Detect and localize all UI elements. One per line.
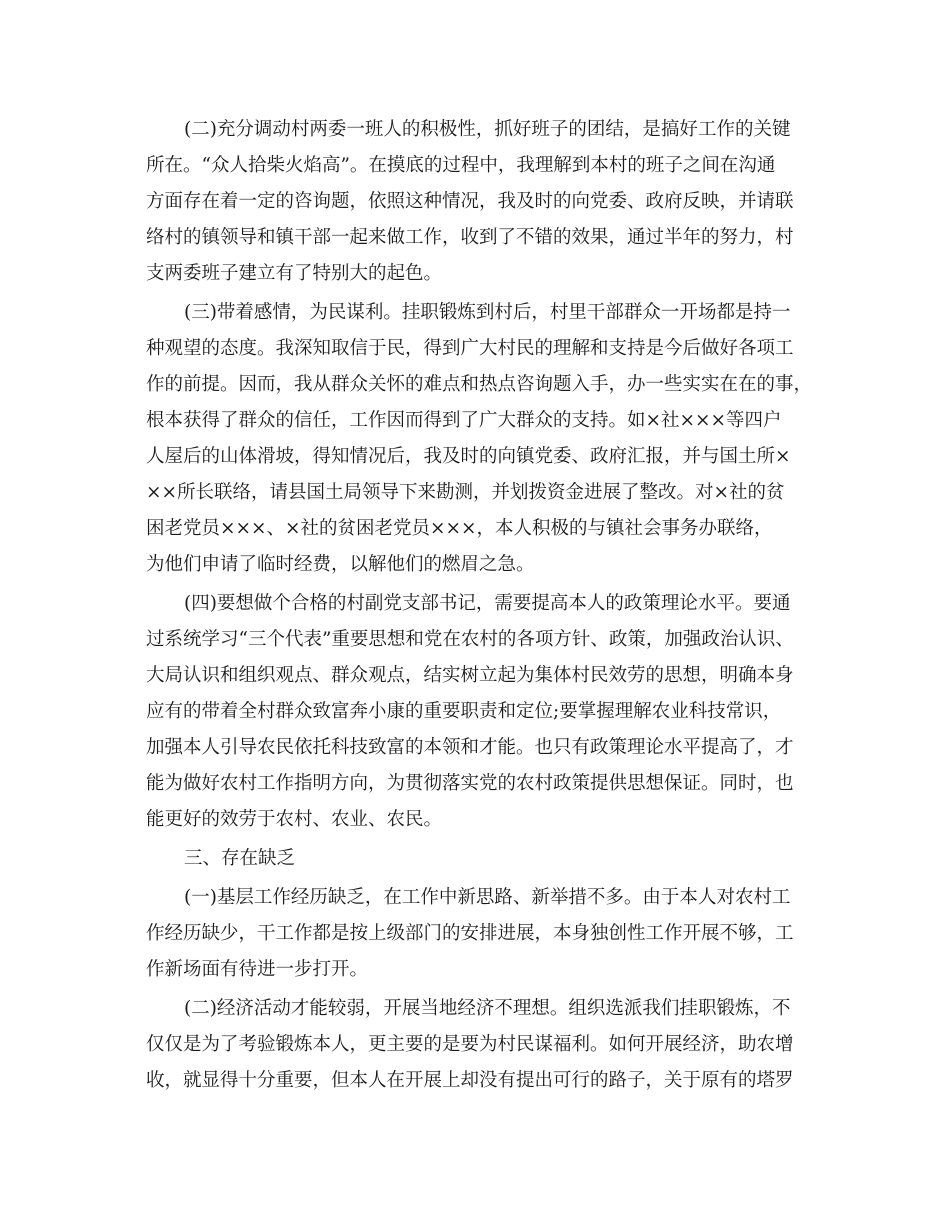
- text-line: 种观望的态度。我深知取信于民，得到广大村民的理解和支持是今后做好各项工: [146, 338, 794, 359]
- text-line: 人屋后的山体滑坡，得知情况后，我及时的向镇党委、政府汇报，并与国土所×: [146, 446, 791, 467]
- text-line: (二)充分调动村两委一班人的积极性，抓好班子的团结，是搞好工作的关键: [184, 119, 791, 140]
- text-line: 作新场面有待进一步打开。: [146, 959, 369, 980]
- text-line: (四)要想做个合格的村副党支部书记，需要提高本人的政策理论水平。要通: [184, 593, 791, 614]
- section-heading: 三、存在缺乏: [184, 848, 296, 869]
- text-line: (一)基层工作经历缺乏，在工作中新思路、新举措不多。由于本人对农村工: [184, 887, 791, 908]
- text-line: 络村的镇领导和镇干部一起来做工作，收到了不错的效果，通过半年的努力，村: [146, 227, 794, 248]
- text-line: (三)带着感情，为民谋利。挂职锻炼到村后，村里干部群众一开场都是持一: [184, 302, 791, 323]
- text-line: 为他们申请了临时经费，以解他们的燃眉之急。: [146, 554, 535, 575]
- text-line: 方面存在着一定的咨询题，依照这种情况，我及时的向党委、政府反映，并请联: [146, 191, 794, 212]
- text-line: 能为做好农村工作指明方向，为贯彻落实党的农村政策提供思想保证。同时，也: [146, 773, 794, 794]
- text-line: 作经历缺少，干工作都是按上级部门的安排进展，本身独创性工作开展不够，工: [146, 923, 794, 944]
- text-line: 作的前提。因而，我从群众关怀的难点和热点咨询题入手，办一些实实在在的事，: [146, 374, 813, 395]
- text-line: 加强本人引导农民依托科技致富的本领和才能。也只有政策理论水平提高了，才: [146, 737, 794, 758]
- text-line: 能更好的效劳于农村、农业、农民。: [146, 809, 443, 830]
- text-line: 根本获得了群众的信任，工作因而得到了广大群众的支持。如×社×××等四户: [146, 410, 782, 431]
- text-line: 仅仅是为了考验锻炼本人，更主要的是要为村民谋福利。如何开展经济，助农增: [146, 1034, 794, 1055]
- text-line: 应有的带着全村群众致富奔小康的重要职责和定位;要掌握理解农业科技常识，: [146, 701, 782, 722]
- text-line: 支两委班子建立有了特别大的起色。: [146, 263, 443, 284]
- text-line: 收，就显得十分重要，但本人在开展上却没有提出可行的路子，关于原有的塔罗: [146, 1070, 794, 1091]
- text-line: 困老党员×××、×社的贫困老党员×××，本人积极的与镇社会事务办联络，: [146, 518, 773, 539]
- text-line: ××所长联络，请县国土局领导下来勘测，并划拨资金进展了整改。对×社的贫: [146, 482, 785, 503]
- text-line: 所在。“众人拾柴火焰高”。在摸底的过程中，我理解到本村的班子之间在沟通: [146, 155, 776, 176]
- text-line: 过系统学习“三个代表”重要思想和党在农村的各项方针、政策，加强政治认识、: [146, 629, 794, 650]
- text-line: (二)经济活动才能较弱，开展当地经济不理想。组织选派我们挂职锻炼，不: [184, 998, 791, 1019]
- text-line: 大局认识和组织观点、群众观点，结实树立起为集体村民效劳的思想，明确本身: [146, 665, 794, 686]
